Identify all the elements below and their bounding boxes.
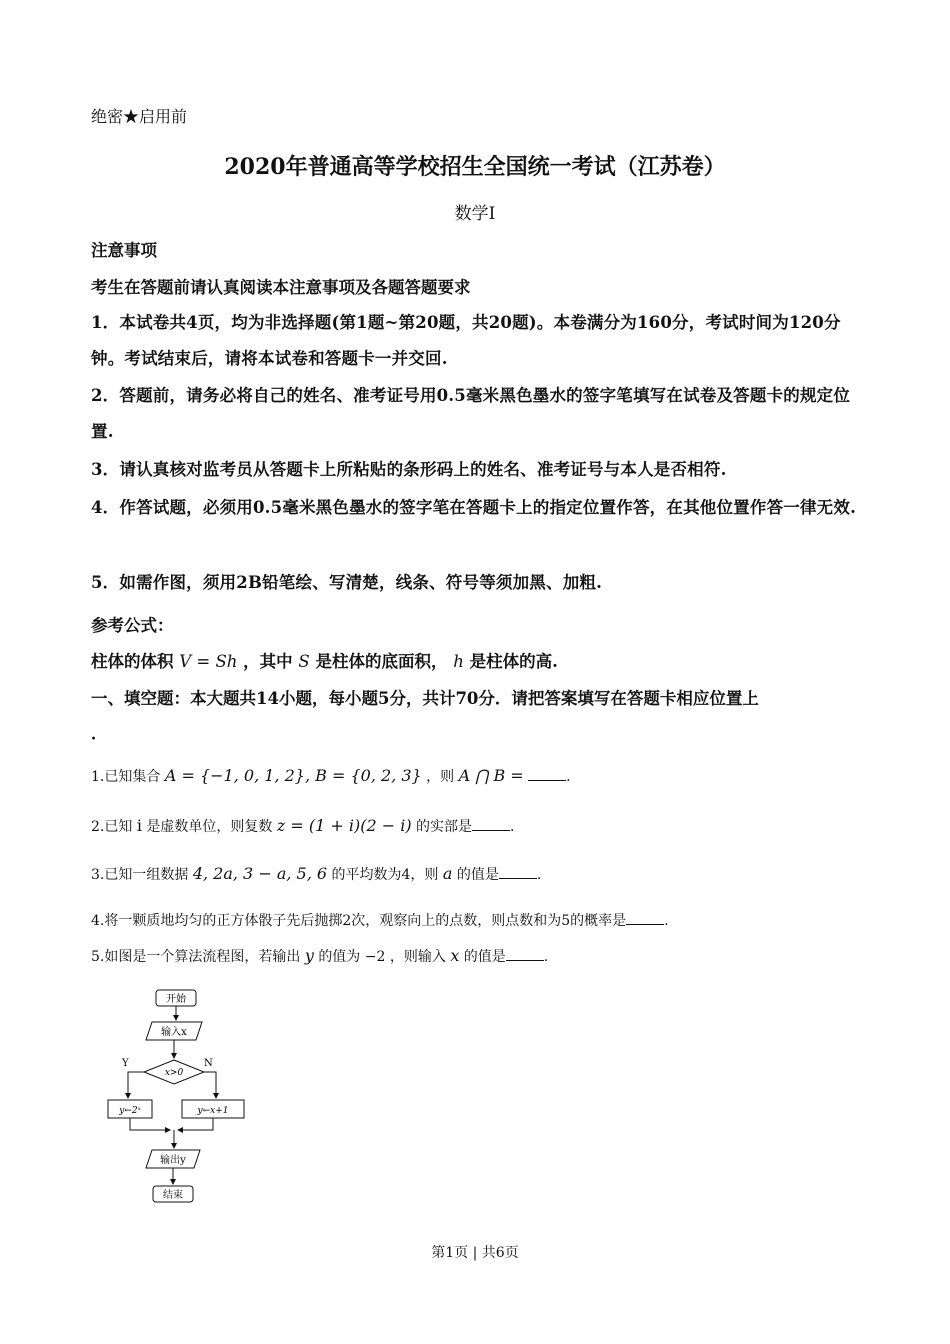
- q3-text-c: 的值是: [456, 867, 499, 883]
- q3-text-a: 3.已知一组数据: [91, 867, 189, 883]
- formula-var-s: S: [298, 652, 310, 671]
- notice-item-3: 3．请认真核对监考员从答题卡上所粘贴的条形码上的姓名、准考证号与本人是否相符.: [91, 460, 727, 479]
- section-heading: 一、填空题：本大题共14小题，每小题5分，共计70分．请把答案填写在答题卡相应位置上: [91, 689, 759, 708]
- confidential-mark: 绝密★启用前: [91, 107, 188, 126]
- q5-x: x: [450, 946, 460, 965]
- question-1: [91, 766, 571, 786]
- q3-expr: 4, 2a, 3 − a, 5, 6: [192, 864, 328, 883]
- flow-left-label: y←2ˣ: [119, 1106, 141, 1116]
- formula-expr: V = Sh: [179, 652, 238, 671]
- q3-var: a: [442, 864, 453, 883]
- q2-text-a: 2.已知: [91, 819, 133, 835]
- q5-val: −2: [364, 949, 386, 965]
- page-footer: 第1页 | 共6页: [431, 1245, 519, 1261]
- q1-end: .: [566, 769, 571, 785]
- q2-end: .: [510, 819, 515, 835]
- flowchart: [100, 982, 260, 1212]
- exam-subtitle: 数学Ⅰ: [454, 204, 496, 224]
- q2-text-c: 的实部是: [416, 819, 473, 835]
- notice-item-4: 4．作答试题，必须用0.5毫米黑色墨水的签字笔在答题卡上的指定位置作答，在其他位置作答一律无效.: [91, 498, 857, 517]
- q1-text-b: ，则: [426, 769, 455, 785]
- q4-answer-blank: [626, 912, 664, 925]
- q2-answer-blank: [472, 818, 510, 831]
- formula-heading: 参考公式：: [91, 616, 174, 635]
- question-5: [91, 946, 548, 966]
- q5-text-b: 的值为: [318, 949, 361, 965]
- q5-text-a: 5.如图是一个算法流程图，若输出: [91, 949, 301, 965]
- flow-yes-label: Y: [122, 1058, 129, 1069]
- q4-text: 4.将一颗质地均匀的正方体骰子先后抛掷2次，观察向上的点数，则点数和为5的概率是: [91, 913, 627, 929]
- notice-heading: 注意事项: [91, 241, 157, 260]
- q5-text-d: 的值是: [463, 949, 506, 965]
- notice-item-1: 1．本试卷共4页，均为非选择题(第1题~第20题，共20题)。本卷满分为160分，考试时间为120分钟。考试结束后，请将本试卷和答题卡一并交回.: [91, 313, 841, 368]
- q1-expr2: A ⋂ B =: [458, 766, 524, 785]
- q3-end: .: [536, 867, 542, 883]
- flow-right-label: y←x+1: [197, 1106, 229, 1116]
- section-heading-end: ．: [91, 724, 108, 743]
- formula-text-b: ，其中: [243, 652, 293, 671]
- q4-end: .: [664, 913, 669, 929]
- flow-no-label: N: [204, 1058, 213, 1069]
- flow-end-label: 结束: [163, 1190, 183, 1201]
- formula-text-c: 是柱体的底面积，: [315, 652, 448, 671]
- flow-condition-label: x>0: [164, 1068, 184, 1078]
- flow-start-label: 开始: [166, 994, 186, 1005]
- exam-title: 2020年普通高等学校招生全国统一考试（江苏卷）: [224, 154, 726, 180]
- q3-answer-blank: [499, 866, 537, 879]
- flow-output-label: 输出y: [160, 1155, 186, 1166]
- q1-answer-blank: [528, 768, 566, 781]
- notice-intro: 考生在答题前请认真阅读本注意事项及各题答题要求: [91, 278, 471, 297]
- notice-item-5: 5．如需作图，须用2B铅笔绘、写清楚，线条、符号等须加黑、加粗.: [91, 573, 603, 592]
- q2-text-b: 是虚数单位，则复数: [146, 819, 273, 835]
- q1-text-a: 1.已知集合: [91, 769, 161, 785]
- q5-answer-blank: [506, 948, 544, 961]
- q1-expr: A = {−1, 0, 1, 2}, B = {0, 2, 3}: [164, 766, 422, 785]
- q5-text-c: ，则输入: [389, 949, 446, 965]
- q2-i: i: [136, 816, 142, 835]
- question-4: [91, 910, 669, 930]
- formula-text-a: 柱体的体积: [91, 652, 174, 671]
- q5-y: y: [304, 946, 314, 965]
- notice-item-2: 2．答题前，请务必将自己的姓名、准考证号用0.5毫米黑色墨水的签字笔填写在试卷及答题卡的规定位置.: [91, 386, 851, 441]
- q3-text-b: 的平均数为4，则: [331, 867, 439, 883]
- q5-end: .: [543, 949, 549, 965]
- question-2: [91, 816, 514, 836]
- q2-expr: z = (1 + i)(2 − i): [276, 816, 412, 835]
- formula-var-h: h: [453, 652, 464, 671]
- formula-text-d: 是柱体的高.: [469, 652, 558, 671]
- flow-input-label: 输入x: [161, 1027, 187, 1038]
- formula-line: [91, 648, 558, 672]
- question-3: [91, 864, 541, 884]
